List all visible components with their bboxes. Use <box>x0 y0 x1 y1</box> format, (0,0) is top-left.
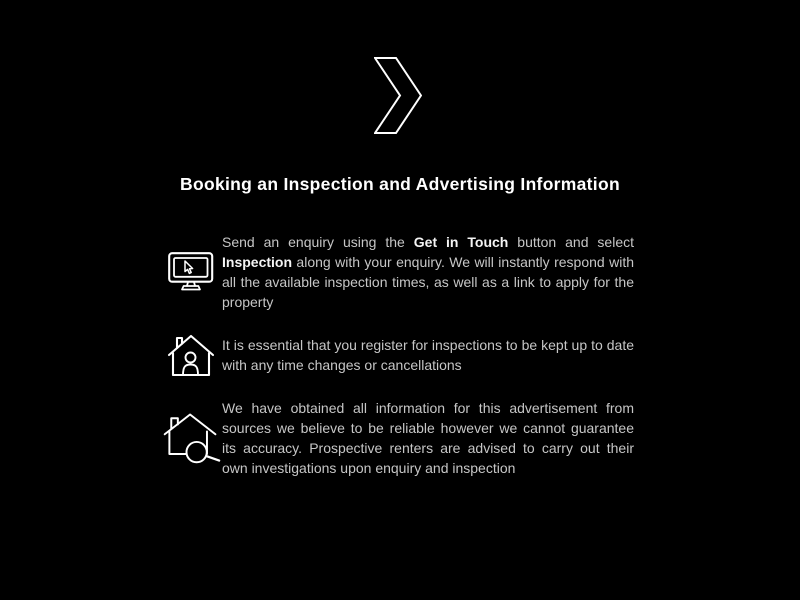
chevron-right-icon[interactable] <box>374 57 422 134</box>
info-sections <box>160 232 634 500</box>
monitor-cursor-icon <box>160 252 222 292</box>
text-segment: button and select <box>508 234 634 250</box>
text-segment: We have obtained all information for this advertisement from sources we believe to be reliable however we cannot guarantee its accuracy. Prospective renters are advised to carry out their own investigations upon enquiry and inspection <box>222 400 634 476</box>
house-magnifier-icon <box>160 410 222 466</box>
section-enquiry <box>160 232 634 312</box>
section-enquiry-text <box>222 232 634 312</box>
section-disclaimer-text <box>222 398 634 478</box>
section-register <box>160 334 634 376</box>
page-title: Booking an Inspection and Advertising Information <box>180 174 620 194</box>
house-person-icon <box>160 334 222 376</box>
text-segment: along with your enquiry. We will instantly respond with all the available inspection times, as well as a link to apply for the property <box>222 254 634 310</box>
text-segment: Send an enquiry using the <box>222 234 414 250</box>
text-segment: It is essential that you register for inspections to be kept up to date with any time changes or cancellations <box>222 337 634 373</box>
bold-text-segment: Inspection <box>222 254 293 270</box>
bold-text-segment: Get in Touch <box>413 234 509 250</box>
section-disclaimer <box>160 398 634 478</box>
section-register-text <box>222 335 634 375</box>
